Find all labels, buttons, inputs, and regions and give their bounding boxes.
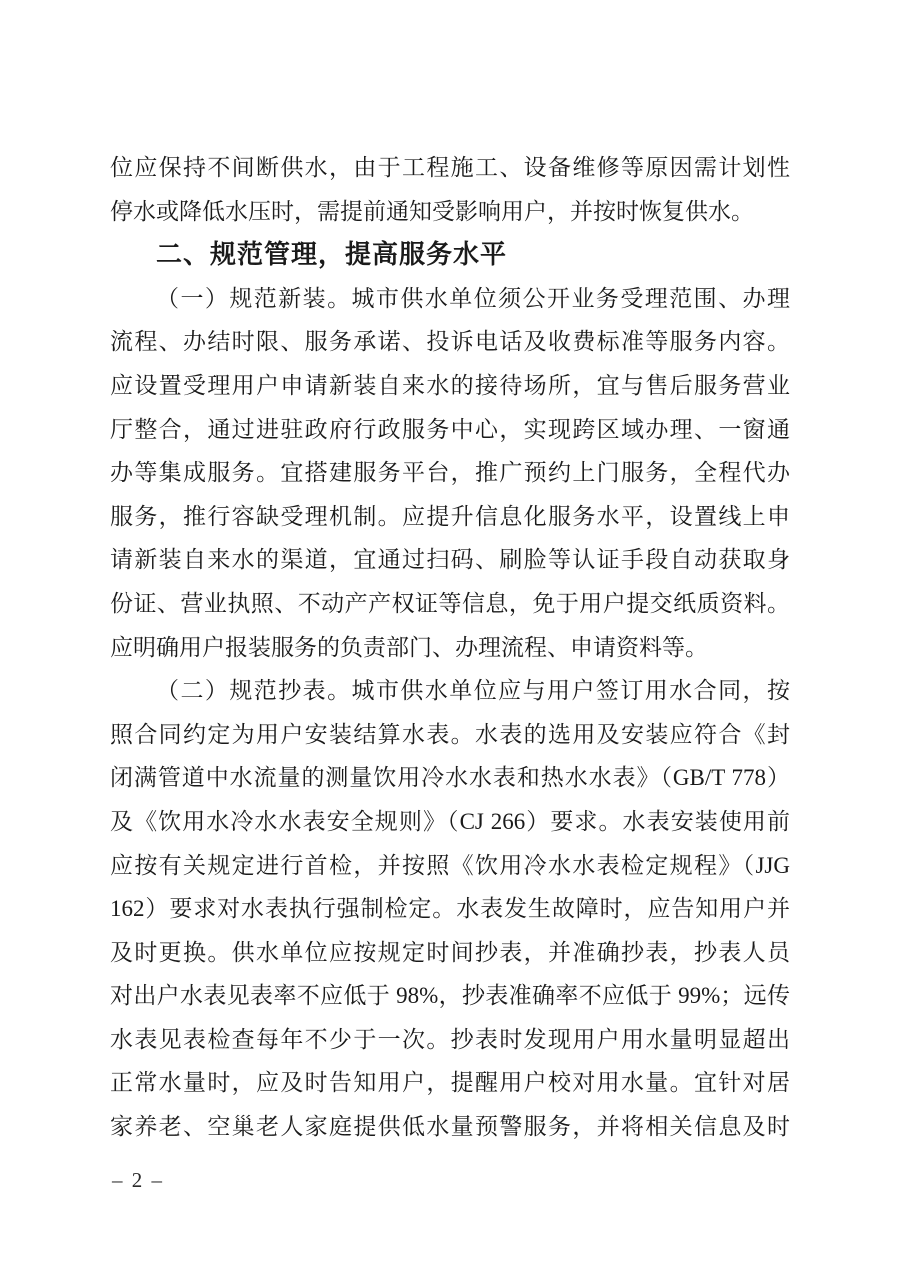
text-line: 份证、营业执照、不动产产权证等信息，免于用户提交纸质资料。 bbox=[110, 590, 790, 616]
text-line: 照合同约定为用户安装结算水表。水表的选用及安装应符合《封 bbox=[110, 721, 790, 747]
text-line: 厅整合，通过进驻政府行政服务中心，实现跨区域办理、一窗通 bbox=[110, 416, 790, 442]
text-line: 服务，推行容缺受理机制。应提升信息化服务水平，设置线上申 bbox=[110, 503, 790, 529]
text-line: 应按有关规定进行首检，并按照《饮用冷水水表检定规程》（JJG bbox=[110, 852, 790, 878]
text-line: 应设置受理用户申请新装自来水的接待场所，宜与售后服务营业 bbox=[110, 372, 790, 398]
text-line: 及《饮用水冷水水表安全规则》（CJ 266）要求。水表安装使用前 bbox=[110, 808, 790, 834]
document-body bbox=[110, 146, 790, 1149]
text-line: 家养老、空巢老人家庭提供低水量预警服务，并将相关信息及时 bbox=[110, 1114, 790, 1140]
text-line: 正常水量时，应及时告知用户，提醒用户校对用水量。宜针对居 bbox=[110, 1070, 790, 1096]
section-heading: 二、规范管理，提高服务水平 bbox=[156, 239, 508, 270]
text-line: 请新装自来水的渠道，宜通过扫码、刷脸等认证手段自动获取身 bbox=[110, 547, 790, 573]
text-line: 流程、办结时限、服务承诺、投诉电话及收费标准等服务内容。 bbox=[110, 329, 790, 355]
text-line: （二）规范抄表。城市供水单位应与用户签订用水合同，按 bbox=[156, 678, 790, 704]
text-line: 闭满管道中水流量的测量饮用冷水水表和热水水表》（GB/T 778） bbox=[110, 765, 790, 791]
text-line: 对出户水表见表率不应低于 98%，抄表准确率不应低于 99%；远传 bbox=[110, 983, 790, 1009]
text-line: 及时更换。供水单位应按规定时间抄表，并准确抄表，抄表人员 bbox=[110, 939, 790, 965]
text-line: 应明确用户报装服务的负责部门、办理流程、申请资料等。 bbox=[110, 634, 708, 660]
text-line: 水表见表检查每年不少于一次。抄表时发现用户用水量明显超出 bbox=[110, 1026, 790, 1052]
text-line: 位应保持不间断供水，由于工程施工、设备维修等原因需计划性 bbox=[110, 155, 790, 180]
text-line: 162）要求对水表执行强制检定。水表发生故障时，应告知用户并 bbox=[110, 896, 790, 922]
text-line: （一）规范新装。城市供水单位须公开业务受理范围、办理 bbox=[156, 285, 790, 311]
text-line: 办等集成服务。宜搭建服务平台，推广预约上门服务，全程代办 bbox=[110, 460, 790, 486]
page-number: – 2 – bbox=[112, 1168, 164, 1192]
text-line: 停水或降低水压时，需提前通知受影响用户，并按时恢复供水。 bbox=[110, 198, 754, 224]
